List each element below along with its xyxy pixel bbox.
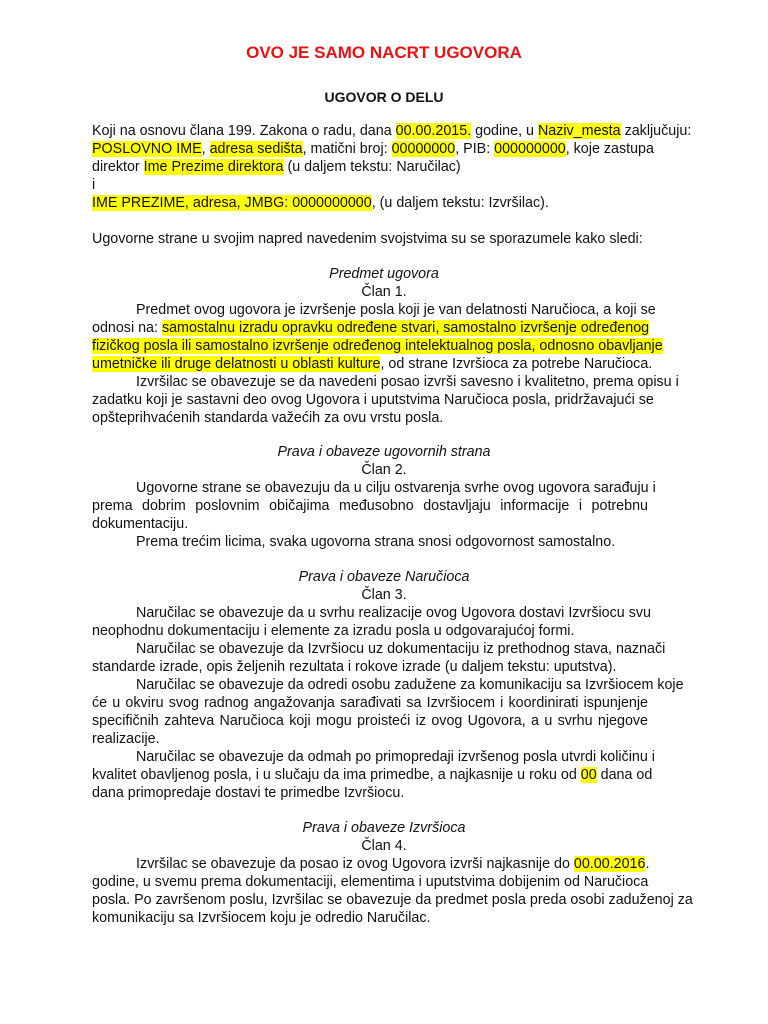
- article-4-title: Prava i obaveze Izvršioca: [302, 820, 466, 836]
- article-3-line-1: Naručilac se obavezuje da u svrhu realizacije ovog Ugovora dostavi Izvršiocu svu: [136, 605, 651, 621]
- article-1-number: Član 1.: [361, 284, 407, 300]
- article-3-line-6: će u okviru svog radnog angažovanja sarađivati sa Izvršiocem i koordinirati ispunjenje: [92, 695, 648, 711]
- article-1-line-4: umetničke ili druge delatnosti u oblasti kulture, od strane Izvršioca za potrebe Naručioca.: [92, 356, 653, 372]
- article-1-line-6: zadatku koji je sastavni deo ovog Ugovora i uputstvima Naručioca posla, pridržavajući se: [92, 392, 654, 408]
- article-2-number: Član 2.: [361, 462, 407, 478]
- article-4-number: Član 4.: [361, 838, 407, 854]
- article-3-line-8: realizacije.: [92, 731, 160, 747]
- parties-agreement-line: Ugovorne strane u svojim napred navedenim svojstvima su se sporazumele kako sledi:: [92, 231, 643, 247]
- article-1-line-2: odnosi na: samostalnu izradu opravku određene stvari, samostalno izvršenje određenog: [92, 320, 650, 336]
- article-4-line-4: komunikaciju sa Izvršiocem koju je odredio Naručilac.: [92, 910, 431, 926]
- article-3-line-2: neophodnu dokumentaciju i elemente za izradu posla u odgovarajućoj formi.: [92, 623, 575, 639]
- article-2-title: Prava i obaveze ugovornih strana: [277, 444, 491, 460]
- article-3-line-7: specifičnih zahteva Naručioca koji mogu proisteći iz ovog Ugovora, a u svrhu njegove: [92, 713, 648, 729]
- article-4-line-2: godine, u svemu prema dokumentaciji, elementima i uputstvima dobijenim od Naručioca: [92, 874, 649, 890]
- article-1-line-3: fizičkog posla ili samostalno izvršenje određenog intelektualnog posla, odnosno obavljanje: [92, 338, 663, 354]
- intro-line-5: IME PREZIME, adresa, JMBG: 0000000000, (u daljem tekstu: Izvršilac).: [92, 195, 549, 211]
- article-4-line-1: Izvršilac se obavezuje da posao iz ovog Ugovora izvrši najkasnije do 00.00.2016.: [136, 856, 650, 872]
- article-2-line-3: dokumentaciju.: [92, 516, 189, 532]
- intro-line-3: direktor Ime Prezime direktora (u daljem tekstu: Naručilac): [92, 159, 461, 175]
- article-1-line-7: opšteprihvaćenih standarda važećih za ovu vrstu posla.: [92, 410, 444, 426]
- article-3-title: Prava i obaveze Naručioca: [298, 569, 470, 585]
- intro-line-1: Koji na osnovu člana 199. Zakona o radu, dana 00.00.2015. godine, u Naziv_mesta zaključuju:: [92, 123, 692, 139]
- intro-line-2: POSLOVNO IME, adresa sedišta, matični broj: 00000000, PIB: 000000000, koje zastupa: [92, 141, 654, 157]
- draft-warning-title: OVO JE SAMO NACRT UGOVORA: [246, 43, 522, 62]
- article-1-line-1: Predmet ovog ugovora je izvršenje posla koji je van delatnosti Naručioca, a koji se: [136, 302, 656, 318]
- article-3-line-4: standarde izrade, opis željenih rezultata i rokove izrade (u daljem tekstu: uputstva).: [92, 659, 617, 675]
- article-2-line-4: Prema trećim licima, svaka ugovorna strana snosi odgovornost samostalno.: [136, 534, 616, 550]
- article-3-line-3: Naručilac se obavezuje da Izvršiocu uz dokumentaciju iz prethodnog stava, naznači: [136, 641, 666, 657]
- article-2-line-2: prema dobrim poslovnim običajima međusobno dostavljaju informacije i potrebnu: [92, 498, 648, 514]
- article-2-line-1: Ugovorne strane se obavezuju da u cilju ostvarenja svrhe ovog ugovora sarađuju i: [136, 480, 656, 496]
- contract-heading: UGOVOR O DELU: [324, 89, 444, 105]
- article-3-number: Član 3.: [361, 587, 407, 603]
- article-1-line-5: Izvršilac se obavezuje se da navedeni posao izvrši savesno i kvalitetno, prema opisu i: [136, 374, 679, 390]
- article-3-line-10: kvalitet obavljenog posla, i u slučaju da ima primedbe, a najkasnije u roku od 00 dana od: [92, 767, 653, 783]
- article-3-line-5: Naručilac se obavezuje da odredi osobu zadužene za komunikaciju sa Izvršiocem koje: [136, 677, 684, 693]
- article-4-line-3: posla. Po završenom poslu, Izvršilac se obavezuje da predmet posla preda osobi zaduženoj za: [92, 892, 693, 908]
- article-3-line-11: dana primopredaje dostavi te primedbe Izvršiocu.: [92, 785, 405, 801]
- article-3-line-9: Naručilac se obavezuje da odmah po primopredaji izvršenog posla utvrdi količinu i: [136, 749, 655, 765]
- article-1-title: Predmet ugovora: [329, 266, 439, 282]
- intro-line-4: i: [92, 177, 96, 193]
